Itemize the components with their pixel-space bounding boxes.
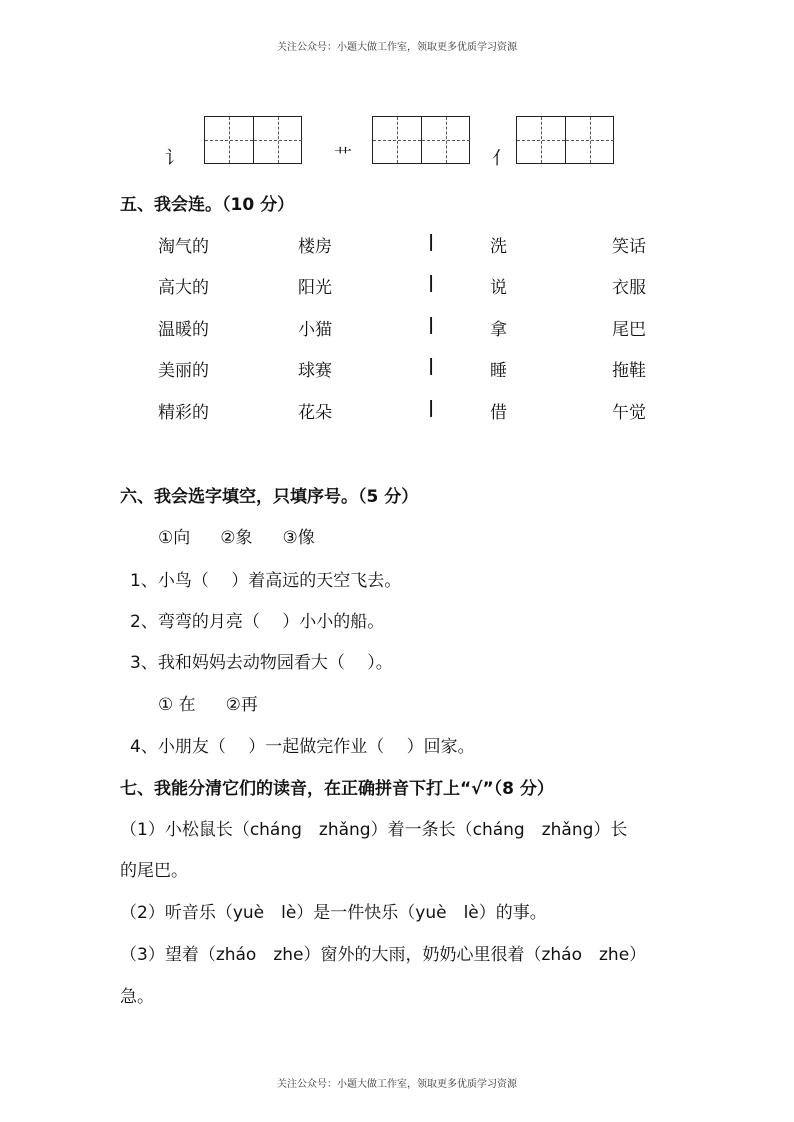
options-row-2 (158, 690, 288, 715)
match-adj[interactable]: 温暖的 (158, 320, 209, 340)
pinyin-question-1-cont: 的尾巴。 (120, 861, 188, 881)
match-noun[interactable]: 球赛 (298, 361, 332, 381)
tianzige-grid-2[interactable] (372, 116, 470, 164)
match-noun[interactable]: 小猫 (298, 320, 332, 340)
match-verb[interactable]: 说 (490, 278, 507, 298)
match-separator: | (428, 398, 435, 418)
match-noun[interactable]: 楼房 (298, 237, 332, 257)
option: ① 在 (158, 695, 196, 715)
pinyin-question-2[interactable]: （2）听音乐（yuè lè）是一件快乐（yuè lè）的事。 (120, 903, 547, 923)
match-verb[interactable]: 睡 (490, 361, 507, 381)
match-adj[interactable]: 高大的 (158, 278, 209, 298)
match-adj[interactable]: 精彩的 (158, 403, 209, 423)
option: ②象 (220, 528, 253, 548)
pinyin-question-1[interactable]: （1）小松鼠长（cháng zhǎng）着一条长（cháng zhǎng）长 (120, 820, 628, 840)
grid-cell[interactable] (373, 117, 421, 163)
radical-cao: 艹 (334, 146, 352, 167)
question-3[interactable]: 3、我和妈妈去动物园看大（ ）。 (130, 653, 393, 673)
match-verb[interactable]: 拿 (490, 320, 507, 340)
option: ①向 (158, 528, 191, 548)
grid-cell[interactable] (565, 117, 614, 163)
options-row-1 (158, 523, 345, 548)
option: ②再 (225, 695, 258, 715)
match-row (0, 315, 794, 339)
match-object[interactable]: 午觉 (612, 403, 646, 423)
match-row (0, 398, 794, 422)
match-separator: | (428, 356, 435, 376)
grid-cell[interactable] (253, 117, 302, 163)
option: ③像 (282, 528, 315, 548)
tianzige-grid-3[interactable] (516, 116, 614, 164)
section7-title: 七、我能分清它们的读音，在正确拼音下打上“√”（8 分） (120, 779, 554, 799)
match-object[interactable]: 尾巴 (612, 320, 646, 340)
page-header: 关注公众号：小题大做工作室，领取更多优质学习资源 (277, 42, 517, 53)
grid-cell[interactable] (517, 117, 565, 163)
question-2[interactable]: 2、弯弯的月亮（ ）小小的船。 (130, 612, 385, 632)
tianzige-grid-1[interactable] (204, 116, 302, 164)
match-separator: | (428, 232, 435, 252)
radical-ren: 亻 (492, 148, 510, 169)
match-object[interactable]: 衣服 (612, 278, 646, 298)
radical-yan: 讠 (165, 148, 183, 169)
match-verb[interactable]: 借 (490, 403, 507, 423)
match-row (0, 356, 794, 380)
match-noun[interactable]: 花朵 (298, 403, 332, 423)
grid-cell[interactable] (421, 117, 470, 163)
match-noun[interactable]: 阳光 (298, 278, 332, 298)
section6-title: 六、我会选字填空，只填序号。（5 分） (120, 487, 419, 507)
pinyin-question-3[interactable]: （3）望着（zháo zhe）窗外的大雨，奶奶心里很着（zháo zhe） (120, 945, 647, 965)
match-adj[interactable]: 淘气的 (158, 237, 209, 257)
match-row (0, 232, 794, 256)
section5-title: 五、我会连。（10 分） (120, 195, 295, 215)
match-separator: | (428, 315, 435, 335)
grid-cell[interactable] (205, 117, 253, 163)
pinyin-question-3-cont: 急。 (120, 987, 154, 1007)
match-adj[interactable]: 美丽的 (158, 361, 209, 381)
question-4[interactable]: 4、小朋友（ ）一起做完作业（ ）回家。 (130, 737, 475, 757)
match-separator: | (428, 273, 435, 293)
page-footer: 关注公众号：小题大做工作室，领取更多优质学习资源 (277, 1079, 517, 1090)
match-row (0, 273, 794, 297)
match-object[interactable]: 笑话 (612, 237, 646, 257)
match-object[interactable]: 拖鞋 (612, 361, 646, 381)
question-1[interactable]: 1、小鸟（ ）着高远的天空飞去。 (130, 571, 402, 591)
match-verb[interactable]: 洗 (490, 237, 507, 257)
